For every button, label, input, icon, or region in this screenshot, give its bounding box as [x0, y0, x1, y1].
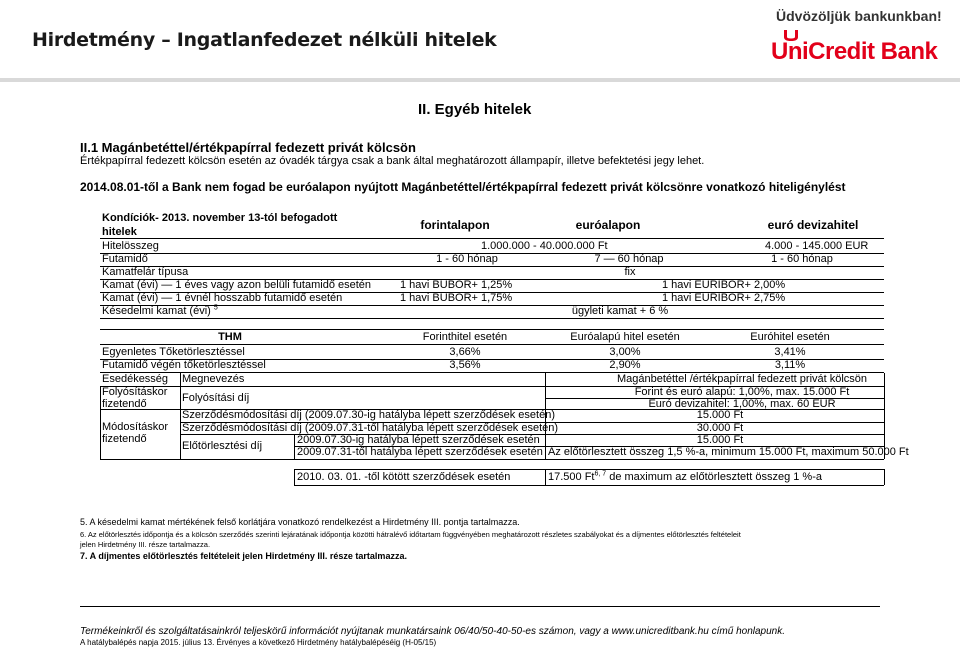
footnote-6: 6. Az előtörlesztés időpontja és a kölcsön szerződés szerinti lejáratának időpontja közötti hátralévő időtartam függvényében meghatározott részletes szabályokat és a díjmentes előtörlesztés feltételeit	[80, 530, 741, 539]
divider	[100, 329, 884, 330]
fees-col-due: Esedékesség	[102, 373, 169, 385]
divider	[545, 373, 546, 459]
thm-row-eur: 2,90%	[609, 359, 641, 371]
thm-row-label: Futamidő végén tőketörlesztéssel	[102, 359, 266, 371]
thm-row-eur: 3,00%	[609, 346, 641, 358]
divider	[100, 318, 884, 319]
prepay-new-label: 2009.07.31-től hatályba lépett szerződések esetén	[297, 446, 543, 458]
thm-header-fx: Euróhitel esetén	[750, 331, 830, 343]
rate-type-label: Kamatfelár típusa	[102, 266, 189, 278]
thm-header: THM	[218, 331, 242, 343]
footnote-7: 7. A díjmentes előtörlesztés feltételeit jelen Hirdetmény III. része tartalmazza.	[80, 551, 407, 561]
divider	[100, 386, 101, 459]
footer-effective-date: A hatálybalépés napja 2015. július 13. Érvényes a következő Hirdetmény hatálybalépéséig (H-05/15)	[80, 638, 437, 647]
term-label: Futamidő	[102, 253, 148, 265]
thm-row-fx: 3,41%	[774, 346, 806, 358]
rate-short-eur: 1 havi EURIBOR+ 2,00%	[662, 279, 786, 291]
column-header-huf: forintalapon	[420, 218, 490, 232]
term-fx: 1 - 60 hónap	[771, 253, 833, 265]
thm-row-label: Egyenletes Tőketörlesztéssel	[102, 346, 245, 358]
divider	[294, 485, 884, 486]
prepay-old-label: 2009.07.30-ig hatályba lépett szerződések esetén	[297, 434, 540, 446]
page-header	[0, 0, 960, 78]
conditions-header-label-2: hitelek	[102, 226, 137, 238]
section-description: Értékpapírral fedezett kölcsön esetén az óvadék tárgya csak a bank által meghatározott állampapír, illetve befektetési jegy lehet.	[80, 155, 705, 167]
divider	[100, 238, 884, 239]
prepay-2010-value: 17.500 Ft$^{6, 7}$ de maximum az előtörlesztett összeg 1 %-a	[548, 470, 822, 483]
amount-fx: 4.000 - 145.000 EUR	[765, 240, 869, 252]
late-interest-label: Késedelmi kamat (évi) $^5$	[102, 304, 218, 317]
footnote-6-cont: jelen Hirdetmény III. része tartalmazza.	[80, 540, 211, 549]
rate-long-label: Kamat (évi) — 1 évnél hosszabb futamidő esetén	[102, 292, 343, 304]
divider	[884, 373, 885, 459]
divider	[884, 469, 885, 485]
prepay-new-value: Az előtörlesztett összeg 1,5 %-a, minimum 15.000 Ft, maximum 50.000 Ft	[548, 446, 909, 458]
divider	[100, 266, 884, 267]
disbursement-fee-label: Folyósítási díj	[182, 392, 250, 404]
prepay-2010-label: 2010. 03. 01. -től kötött szerződések esetén	[297, 471, 511, 483]
late-interest-value: ügyleti kamat + 6 %	[571, 305, 669, 317]
rate-long-eur: 1 havi EURIBOR+ 2,75%	[662, 292, 786, 304]
rate-long-huf: 1 havi BUBOR+ 1,75%	[400, 292, 513, 304]
modification-due-2: fizetendő	[102, 433, 147, 445]
term-eur: 7 — 60 hónap	[594, 253, 664, 265]
footer-divider	[80, 606, 880, 607]
disbursement-huf: Forint és euró alapú: 1,00%, max. 15.000 Ft	[634, 386, 850, 398]
logo-brand: UniCredit Bank	[771, 38, 938, 65]
divider	[545, 469, 546, 485]
rate-type-value: fix	[624, 266, 636, 278]
page-title: Hirdetmény – Ingatlanfedezet nélküli hitelek	[32, 29, 497, 51]
footer-info: Termékeinkről és szolgáltatásainkról teljeskörű információt nyújtanak munkatársaink 06/40/50-40-50-es számon, vagy a www.unicreditbank.hu című honlapunk.	[80, 626, 785, 637]
rate-short-label: Kamat (évi) — 1 éves vagy azon belüli futamidő esetén	[102, 279, 372, 291]
section-notice: 2014.08.01-től a Bank nem fogad be euróalapon nyújtott Magánbetéttel/értékpapírral fedezett privát kölcsönre vonatkozó hiteligénylést	[80, 180, 846, 194]
divider	[294, 469, 884, 470]
contract-mod-new-label: Szerződésmódosítási díj (2009.07.31-től hatályba lépett szerződések esetén)	[182, 422, 559, 434]
contract-mod-old-value: 15.000 Ft	[696, 409, 744, 421]
contract-mod-new-value: 30.000 Ft	[696, 422, 744, 434]
thm-header-eur: Euróalapú hitel esetén	[570, 331, 680, 343]
header-divider	[0, 78, 960, 82]
divider	[100, 344, 884, 345]
column-header-fx: euró devizahitel	[767, 218, 859, 232]
divider	[180, 373, 181, 459]
thm-row-huf: 3,66%	[449, 346, 481, 358]
disbursement-due-2: fizetendő	[102, 398, 147, 410]
conditions-header-label: Kondíciók- 2013. november 13-tól befogadott	[102, 212, 338, 224]
amount-label: Hitelösszeg	[102, 240, 159, 252]
column-header-eur: euróalapon	[575, 218, 641, 232]
fees-col-name: Megnevezés	[182, 373, 245, 385]
contract-mod-old-label: Szerződésmódosítási díj (2009.07.30-ig hatályba lépett szerződések esetén)	[182, 409, 555, 421]
disbursement-due: Folyósításkor	[102, 386, 168, 398]
amount-huf-eur: 1.000.000 - 40.000.000 Ft	[481, 240, 608, 252]
logo-welcome-text: Üdvözöljük bankunkban!	[776, 8, 942, 24]
term-huf: 1 - 60 hónap	[436, 253, 498, 265]
rate-short-huf: 1 havi BUBOR+ 1,25%	[400, 279, 513, 291]
disbursement-fx: Euró devizahitel: 1,00%, max. 60 EUR	[648, 398, 836, 410]
footnote-5: 5. A késedelmi kamat mértékének felső korlátjára vonatkozó rendelkezést a Hirdetmény III. pontja tartalmazza.	[80, 517, 520, 527]
section-heading: II. Egyéb hitelek	[418, 101, 532, 118]
divider	[294, 434, 295, 459]
thm-row-huf: 3,56%	[449, 359, 481, 371]
prepay-old-value: 15.000 Ft	[696, 434, 744, 446]
divider	[100, 459, 884, 460]
thm-row-fx: 3,11%	[774, 359, 806, 371]
modification-due: Módosításkor	[102, 421, 169, 433]
divider	[294, 469, 295, 485]
fees-col-value: Magánbetéttel /értékpapírral fedezett privát kölcsön	[616, 373, 868, 385]
prepay-fee-label: Előtörlesztési díj	[182, 440, 263, 452]
thm-header-huf: Forinthitel esetén	[422, 331, 508, 343]
sub-heading: II.1 Magánbetéttel/értékpapírral fedezett privát kölcsön	[80, 140, 416, 155]
